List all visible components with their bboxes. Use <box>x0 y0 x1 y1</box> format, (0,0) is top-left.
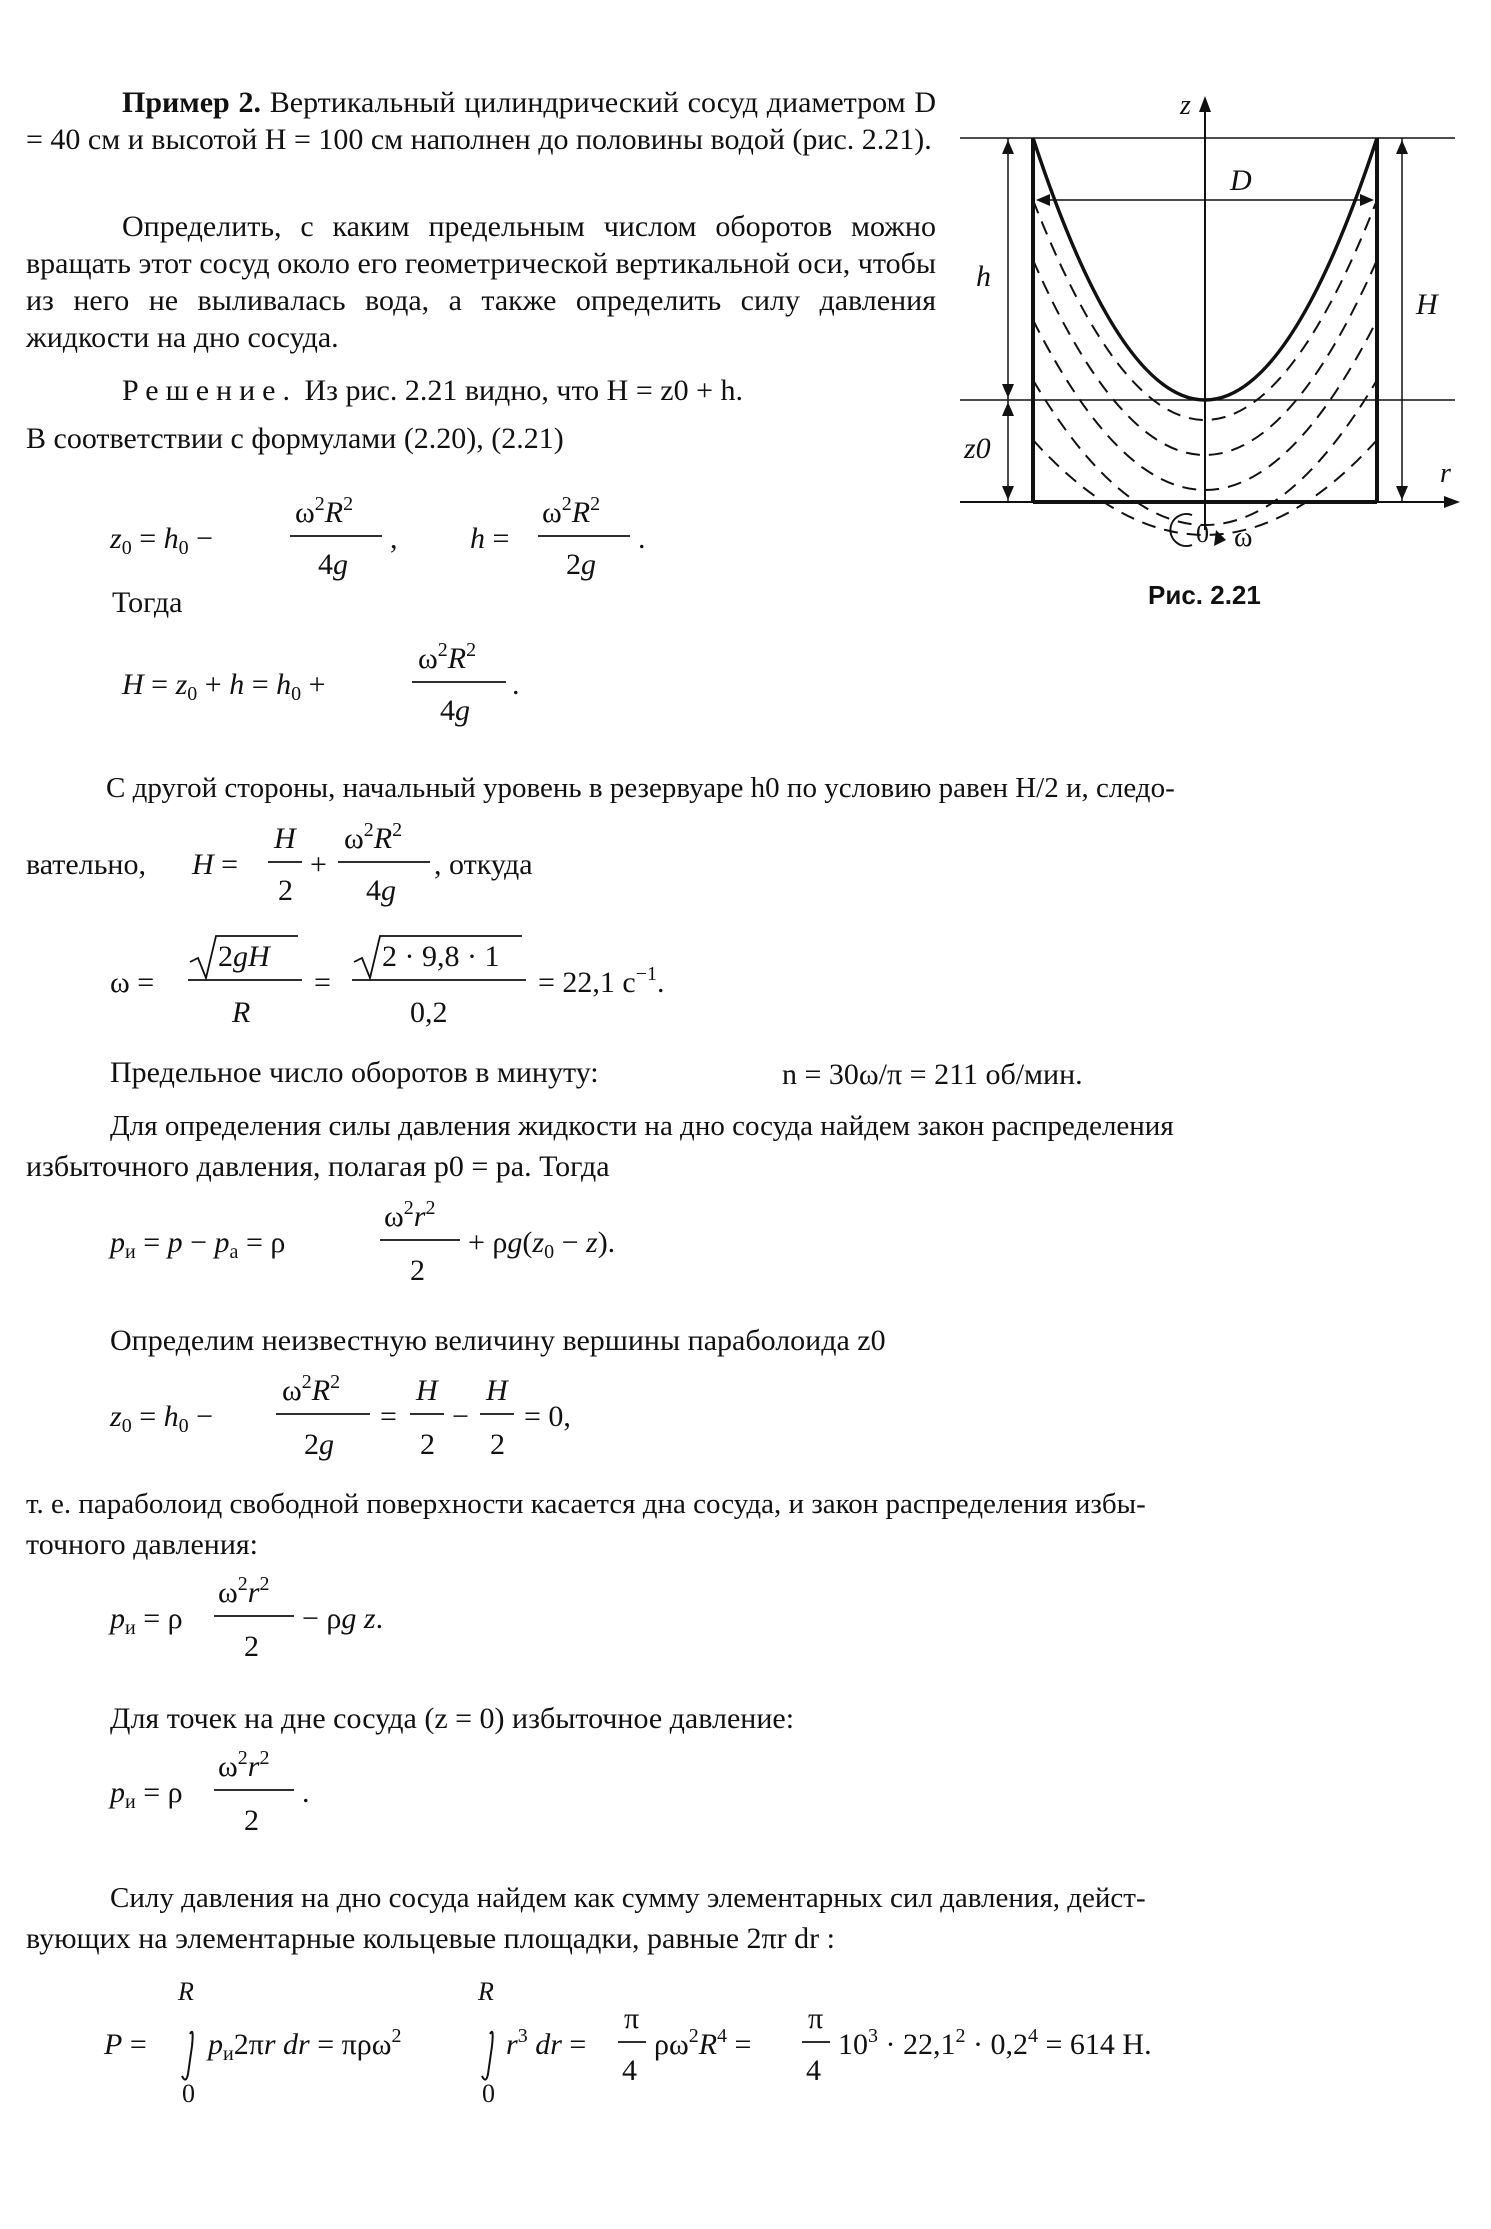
solution-label: Решение. <box>122 374 297 407</box>
svg-text:2: 2 <box>410 1254 425 1287</box>
figure-caption: Рис. 2.21 <box>1148 580 1261 610</box>
rotation-arrowhead <box>1214 530 1226 546</box>
figure-drawing <box>930 90 1470 590</box>
z0-label: z0 <box>964 432 991 465</box>
solution-text: Из рис. 2.21 видно, что H = z0 + h. <box>296 374 743 407</box>
unknown-vertex-text: Определим неизвестную величину вершины параболоида z0 <box>110 1324 886 1357</box>
svg-text:4: 4 <box>622 2054 637 2087</box>
svg-text:pи = ρ: $p_и = \rho$ <box>110 1602 183 1639</box>
d-arrow-left <box>1036 194 1050 206</box>
svg-text:H: H <box>274 822 296 855</box>
svg-text:R: R <box>232 996 251 1029</box>
formulas-reference: В соответствии с формулами (2.20), (2.21) <box>26 422 564 455</box>
equation-total-force <box>104 1976 1304 2121</box>
svg-text:ω2R2: $\omega^2R^2$ <box>418 639 477 675</box>
equation-pressure-law <box>110 1562 470 1677</box>
svg-text:2: 2 <box>490 1428 505 1461</box>
svg-text:=: = <box>380 1400 397 1433</box>
rotation-arrow <box>1170 514 1192 546</box>
pressure-law-line1: Для определения силы давления жидкости на дно сосуда найдем закон распределения <box>110 1110 1174 1142</box>
omega-label: ω <box>1234 522 1253 553</box>
svg-text:−: − <box>452 1400 469 1433</box>
example-label: Пример 2. <box>122 86 261 119</box>
bottom-points-text: Для точек на дне сосуда (z = 0) избыточное давление: <box>110 1702 795 1735</box>
svg-text:ω2R2: $\omega^2R^2$ <box>344 819 403 855</box>
svg-text:=: = <box>314 966 331 999</box>
max-rpm-value: n = 30ω/π = 211 об/мин. <box>782 1058 1083 1091</box>
svg-text:2g: 2g <box>566 548 596 581</box>
d-arrow-right <box>1360 194 1374 206</box>
r-label: r <box>1440 458 1451 489</box>
equation-1-graphic <box>110 478 670 588</box>
svg-text:ω2R2: $\omega^2R^2$ <box>282 1371 341 1407</box>
equation-2-graphic <box>110 624 570 734</box>
svg-text:ω =: ω = <box>110 966 155 999</box>
z-axis-arrow <box>1199 96 1211 112</box>
h-arrow-bottom <box>1002 384 1014 398</box>
solution-paragraph <box>26 372 936 409</box>
svg-text:4g: 4g <box>366 874 396 907</box>
equation-7-graphic <box>110 1562 470 1672</box>
H-arrow-bottom <box>1396 486 1408 500</box>
equation-3-graphic <box>26 812 626 922</box>
svg-text:ρω2R4 =: $\rho\omega^2R^4$ = <box>654 2025 752 2061</box>
svg-text:2 · 9,8 · 1: 2 · 9,8 · 1 <box>382 940 500 973</box>
z0-arrow-bottom <box>1002 486 1014 500</box>
svg-text:.: . <box>302 1776 310 1809</box>
z0-arrow-top <box>1002 402 1014 416</box>
svg-text:π: π <box>624 2002 640 2035</box>
intro-text: Вертикальный цилиндрический сосуд диаметром D = 40 см и высотой H = 100 см наполнен до половины водой (рис. 2.21). <box>26 86 936 156</box>
max-rpm-label: Предельное число оборотов в минуту: <box>110 1056 599 1089</box>
svg-text:R: R <box>178 1977 194 2006</box>
svg-text:4: 4 <box>806 2054 821 2087</box>
figure-2-21 <box>930 90 1470 610</box>
svg-text:2: 2 <box>244 1804 259 1837</box>
intro-paragraph <box>26 84 936 158</box>
svg-text:2: 2 <box>278 874 293 907</box>
force-line1: Силу давления на дно сосуда найдем как сумму элементарных сил давления, дейст- <box>110 1882 1146 1914</box>
svg-text:4g: 4g <box>318 548 348 581</box>
svg-text:π: π <box>808 2002 824 2035</box>
equation-6-graphic <box>110 1360 630 1470</box>
equation-H-half <box>26 812 626 927</box>
svg-text:= 0,: = 0, <box>524 1400 571 1433</box>
svg-text:0: 0 <box>182 2079 195 2108</box>
svg-text:R: R <box>478 1977 494 2006</box>
svg-text:103 · 22,12 · 0,24 = 614 Н.: $10^3 \cdot 22,1^2 \cdot 0,2^4 = 614$ Н. <box>838 2025 1152 2061</box>
svg-text:0: 0 <box>482 2079 495 2108</box>
svg-text:z0 = h0 −: $z_0 = h_0$ − <box>110 522 214 559</box>
equation-5-graphic <box>110 1186 730 1296</box>
togda-1: Тогда <box>112 586 183 619</box>
other-side-line1: С другой стороны, начальный уровень в резервуаре h0 по условию равен H/2 и, следо- <box>106 772 1175 804</box>
svg-text:pи2πr dr = πρω2: $p_и2\pi r$ dr = πρω$^2$ <box>208 2025 402 2065</box>
z-label: z <box>1180 90 1191 121</box>
pressure-law-line2: избыточного давления, полагая p0 = pа. Тогда <box>26 1150 610 1183</box>
svg-text:z0 = h0 −: $z_0 = h_0$ − <box>110 1400 214 1437</box>
svg-text:r3 dr =: $r^3$ dr = <box>506 2025 587 2061</box>
svg-text:pи = p − pа = ρ: $p_и = p - p_а = \rho$ <box>110 1226 286 1263</box>
svg-text:2gH: 2gH <box>218 940 270 973</box>
equation-z0-zero <box>110 1360 630 1475</box>
svg-text:= 22,1 с−1.: = 22,1 $с^{-1}$. <box>538 963 665 999</box>
H-label: H <box>1416 288 1438 321</box>
equation-9-graphic <box>104 1976 1304 2116</box>
svg-text:ω2r2: $\omega^2r^2$ <box>218 1573 270 1609</box>
svg-text:2: 2 <box>420 1428 435 1461</box>
other-side-part3: , откуда <box>434 848 533 881</box>
svg-text:.: . <box>638 522 646 555</box>
svg-text:,: , <box>390 522 398 555</box>
h-label: h <box>976 260 991 293</box>
svg-text:h =: h = <box>470 522 510 555</box>
paraboloid-line2: точного давления: <box>26 1528 259 1561</box>
equation-omega <box>110 930 710 1045</box>
svg-text:P =: P = <box>104 2028 147 2061</box>
svg-text:+ ρg(z0 − z).: + $\rho g(z_0 - z)$. <box>468 1226 616 1263</box>
svg-text:.: . <box>512 668 520 701</box>
equation-z0-h <box>110 478 670 593</box>
svg-text:H: H <box>486 1374 508 1407</box>
equation-H-sum <box>110 624 570 739</box>
svg-text:ω2R2: $\omega^2R^2$ <box>542 493 601 529</box>
svg-text:2g: 2g <box>304 1428 334 1461</box>
svg-text:2: 2 <box>244 1630 259 1663</box>
d-label: D <box>1230 164 1252 197</box>
equation-excess-pressure <box>110 1186 730 1301</box>
force-line2: вующих на элементарные кольцевые площадки, равные 2πr dr : <box>26 1922 835 1955</box>
equation-bottom-pressure <box>110 1736 410 1851</box>
H-arrow-top <box>1396 140 1408 154</box>
svg-text:0,2: 0,2 <box>410 996 448 1029</box>
equation-4-graphic <box>110 930 710 1040</box>
paraboloid-line1: т. е. параболоид свободной поверхности касается дна сосуда, и закон распределения избы- <box>26 1488 1146 1520</box>
equation-8-graphic <box>110 1736 410 1846</box>
svg-text:ω2r2: $\omega^2r^2$ <box>218 1747 270 1783</box>
task-paragraph: Определить, с каким предельным числом оборотов можно вращать этот сосуд около его геометрической вертикальной оси, чтобы из него не выливалась вода, а также определить силу давления жидкости на дно сосуда. <box>26 210 936 354</box>
svg-text:H = z0 + h = h0 +: $H = z_0 + h = h_0$ + <box>122 668 326 705</box>
origin-label: 0 <box>1196 519 1209 548</box>
svg-text:− ρg z.: − ρg z. <box>302 1602 384 1635</box>
h-arrow-top <box>1002 140 1014 154</box>
svg-text:pи = ρ: $p_и = \rho$ <box>110 1776 183 1813</box>
other-side-part2: вательно, <box>26 848 146 881</box>
svg-text:4g: 4g <box>440 694 470 727</box>
r-axis-arrow <box>1444 496 1460 508</box>
svg-text:ω2R2: $\omega^2R^2$ <box>295 493 354 529</box>
svg-text:H: H <box>416 1374 438 1407</box>
svg-text:H =: H = <box>192 848 239 881</box>
svg-text:ω2r2: $\omega^2r^2$ <box>384 1197 436 1233</box>
svg-text:+: + <box>310 848 327 881</box>
